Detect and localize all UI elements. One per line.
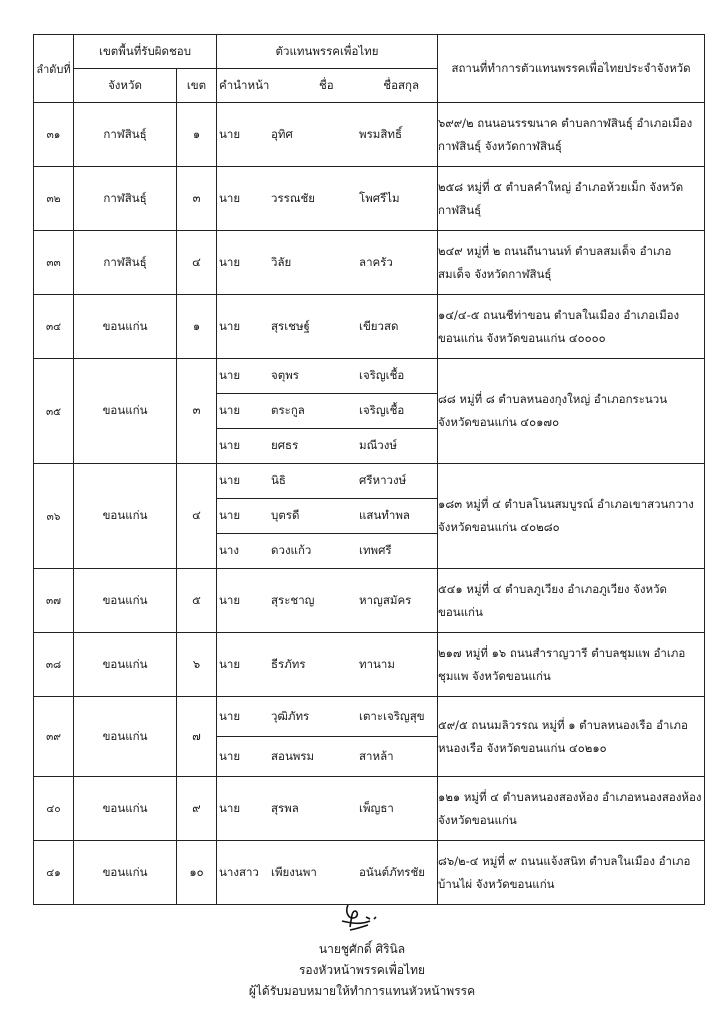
representative	[217, 569, 437, 632]
person-first-name: ตระกูล	[261, 394, 351, 429]
person-first-name: นิธิ	[261, 464, 351, 499]
header-title: คำนำหน้า	[219, 77, 270, 92]
representative	[217, 737, 437, 777]
person-title: นาย	[219, 438, 241, 452]
representative	[217, 394, 437, 429]
table-row	[34, 231, 705, 295]
row-zone: ๖	[177, 633, 217, 697]
row-province: ขอนแก่น	[74, 633, 177, 697]
person-title: นาย	[219, 254, 241, 269]
row-province: กาฬสินธุ์	[74, 231, 177, 295]
person-first-name: ธีรภัทร	[271, 656, 306, 671]
person-last-name: เจริญเชื้อ	[351, 359, 437, 394]
person-title: นาย	[219, 748, 241, 763]
row-zone: ๔	[177, 464, 217, 569]
representative	[217, 103, 437, 166]
representative	[217, 464, 437, 499]
person-last-name: เพ็ญธา	[359, 800, 394, 815]
row-zone: ๓	[177, 167, 217, 231]
person-first-name: วรรณชัย	[271, 190, 316, 205]
representative	[217, 633, 437, 696]
row-zone: ๑	[177, 103, 217, 167]
row-representatives	[217, 697, 438, 777]
person-title: นาย	[219, 318, 241, 333]
table-row	[34, 103, 705, 167]
person-title: นาย	[219, 656, 241, 671]
signer-position: รองหัวหน้าพรรคเพื่อไทย	[298, 963, 426, 977]
table-row	[34, 633, 705, 697]
row-representatives	[217, 103, 438, 167]
row-index: ๓๖	[34, 464, 74, 569]
representative	[217, 499, 437, 534]
person-first-name: ยศธร	[271, 438, 299, 452]
row-province: ขอนแก่น	[74, 569, 177, 633]
person-title: นาย	[217, 697, 261, 737]
table-row	[34, 697, 705, 777]
person-title: นาย	[217, 394, 261, 429]
person-first-name: วุฒิภัทร	[261, 697, 351, 737]
row-address: ๘๖/๒-๔ หมู่ที่ ๙ ถนนแจ้งสนิท ตำบลในเมือง อำเภอบ้านไผ่ จังหวัดขอนแก่น	[438, 841, 705, 905]
row-province: ขอนแก่น	[74, 777, 177, 841]
header-zone-group: เขตพื้นที่รับผิดชอบ	[74, 35, 217, 69]
row-zone: ๔	[177, 231, 217, 295]
row-province: ขอนแก่น	[74, 697, 177, 777]
person-last-name: เขียวสด	[359, 318, 399, 333]
person-last-name: ศรีหาวงษ์	[351, 464, 437, 499]
header-index: ลำดับที่	[34, 35, 74, 103]
person-last-name: พรมสิทธิ์	[359, 126, 402, 141]
row-province: กาฬสินธุ์	[74, 167, 177, 231]
person-title: นาย	[219, 592, 241, 607]
person-last-name: อนันต์ภัทรชัย	[359, 864, 425, 879]
row-province: ขอนแก่น	[74, 359, 177, 464]
person-last-name: ลาครัว	[359, 254, 393, 269]
row-address: ๑๔/๔-๕ ถนนชีท่าขอน ตำบลในเมือง อำเภอเมืองขอนแก่น จังหวัดขอนแก่น ๔๐๐๐๐	[438, 295, 705, 359]
row-address: ๕๔๑ หมู่ที่ ๔ ตำบลภูเวียง อำเภอภูเวียง จังหวัดขอนแก่น	[438, 569, 705, 633]
row-index: ๓๒	[34, 167, 74, 231]
header-first-name: ชื่อ	[318, 77, 334, 92]
person-title: นาย	[217, 464, 261, 499]
row-address: ๖๙๙/๒ ถนนอนรรฆนาค ตำบลกาฬสินธุ์ อำเภอเมืองกาฬสินธุ์ จังหวัดกาฬสินธุ์	[438, 103, 705, 167]
row-address: ๒๑๗ หมู่ที่ ๑๖ ถนนสำราญวารี ตำบลชุมแพ อำเภอชุมแพ จังหวัดขอนแก่น	[438, 633, 705, 697]
row-index: ๓๗	[34, 569, 74, 633]
row-representatives	[217, 295, 438, 359]
row-representatives	[217, 841, 438, 905]
row-province: ขอนแก่น	[74, 295, 177, 359]
row-representatives	[217, 569, 438, 633]
person-last-name: โพศรีไม	[359, 190, 400, 205]
person-first-name: อุทิศ	[271, 126, 293, 141]
person-title: นาย	[219, 126, 241, 141]
row-representatives	[217, 777, 438, 841]
header-address: สถานที่ทำการตัวแทนพรรคเพื่อไทยประจำจังหวัด	[438, 35, 705, 103]
representative	[217, 359, 437, 394]
row-representatives	[217, 231, 438, 295]
person-first-name: สุระชาญ	[271, 592, 315, 607]
person-first-name: จตุพร	[261, 359, 351, 394]
row-index: ๓๓	[34, 231, 74, 295]
row-address: ๑๘๓ หมู่ที่ ๔ ตำบลโนนสมบูรณ์ อำเภอเขาสวนกวาง จังหวัดขอนแก่น ๔๐๒๘๐	[438, 464, 705, 569]
person-title: นาย	[217, 499, 261, 534]
row-representatives	[217, 464, 438, 569]
person-last-name: หาญสมัคร	[359, 592, 412, 607]
person-last-name: เทพศรี	[359, 543, 392, 557]
row-index: ๓๘	[34, 633, 74, 697]
table-row	[34, 464, 705, 569]
representative	[217, 295, 437, 358]
row-zone: ๗	[177, 697, 217, 777]
header-name-parts	[217, 69, 438, 103]
person-first-name: ดวงแก้ว	[271, 543, 312, 557]
person-first-name: เพียงนพา	[271, 864, 317, 879]
person-last-name: มณีวงษ์	[359, 438, 397, 452]
row-representatives	[217, 633, 438, 697]
row-address: ๘๘ หมู่ที่ ๘ ตำบลหนองกุงใหญ่ อำเภอกระนวน จังหวัดขอนแก่น ๔๐๑๗๐	[438, 359, 705, 464]
person-last-name: สาหล้า	[359, 748, 394, 763]
row-index: ๓๔	[34, 295, 74, 359]
table-row	[34, 295, 705, 359]
table-row	[34, 167, 705, 231]
representatives-table	[33, 34, 705, 905]
representative	[217, 534, 437, 569]
table-body	[34, 103, 705, 905]
signer-name: นายชูศักดิ์ ศิรินิล	[318, 942, 406, 956]
row-zone: ๑	[177, 295, 217, 359]
row-zone: ๙	[177, 777, 217, 841]
header-rep-group: ตัวแทนพรรคเพื่อไทย	[217, 35, 438, 69]
person-title: นาย	[217, 359, 261, 394]
row-address: ๕๙/๕ ถนนมลิวรรณ หมู่ที่ ๑ ตำบลหนองเรือ อำเภอหนองเรือ จังหวัดขอนแก่น ๔๐๒๑๐	[438, 697, 705, 777]
table-row	[34, 359, 705, 464]
person-title: นาย	[219, 800, 241, 815]
person-title: นาง	[219, 543, 239, 557]
representative	[217, 697, 437, 737]
row-province: ขอนแก่น	[74, 841, 177, 905]
representative	[217, 777, 437, 840]
row-index: ๓๙	[34, 697, 74, 777]
representative	[217, 167, 437, 230]
person-last-name: เตาะเจริญสุข	[351, 697, 437, 737]
row-zone: ๓	[177, 359, 217, 464]
representative	[217, 429, 437, 464]
person-first-name: สุรเชษฐ์	[271, 318, 310, 333]
row-index: ๔๐	[34, 777, 74, 841]
signer-role: ผู้ได้รับมอบหมายให้ทำการแทนหัวหน้าพรรค	[248, 984, 476, 998]
row-representatives	[217, 167, 438, 231]
signature-icon	[330, 903, 390, 937]
table-row	[34, 777, 705, 841]
row-address: ๑๒๑ หมู่ที่ ๔ ตำบลหนองสองห้อง อำเภอหนองสองห้อง จังหวัดขอนแก่น	[438, 777, 705, 841]
row-index: ๓๑	[34, 103, 74, 167]
row-province: กาฬสินธุ์	[74, 103, 177, 167]
row-representatives	[217, 359, 438, 464]
person-last-name: ทานาม	[359, 656, 395, 671]
person-last-name: แสนทำพล	[351, 499, 437, 534]
person-first-name: บุตรดี	[261, 499, 351, 534]
row-address: ๒๔๙ หมู่ที่ ๒ ถนนถีนานนท์ ตำบลสมเด็จ อำเภอสมเด็จ จังหวัดกาฬสินธุ์	[438, 231, 705, 295]
row-province: ขอนแก่น	[74, 464, 177, 569]
person-first-name: วิลัย	[271, 254, 292, 269]
row-address: ๒๕๘ หมู่ที่ ๕ ตำบลคำใหญ่ อำเภอห้วยเม็ก จังหวัดกาฬสินธุ์	[438, 167, 705, 231]
header-last-name: ชื่อสกุล	[383, 77, 420, 92]
person-title: นางสาว	[219, 864, 259, 879]
row-zone: ๑๐	[177, 841, 217, 905]
header-province: จังหวัด	[74, 69, 177, 103]
row-index: ๓๕	[34, 359, 74, 464]
person-first-name: สอนพรม	[271, 748, 315, 763]
table-row	[34, 841, 705, 905]
header-zone: เขต	[177, 69, 217, 103]
representative	[217, 841, 437, 904]
table-row	[34, 569, 705, 633]
row-index: ๔๑	[34, 841, 74, 905]
person-first-name: สุรพล	[271, 800, 299, 815]
row-zone: ๕	[177, 569, 217, 633]
representative	[217, 231, 437, 294]
person-title: นาย	[219, 190, 241, 205]
person-last-name: เจริญเชื้อ	[351, 394, 437, 429]
